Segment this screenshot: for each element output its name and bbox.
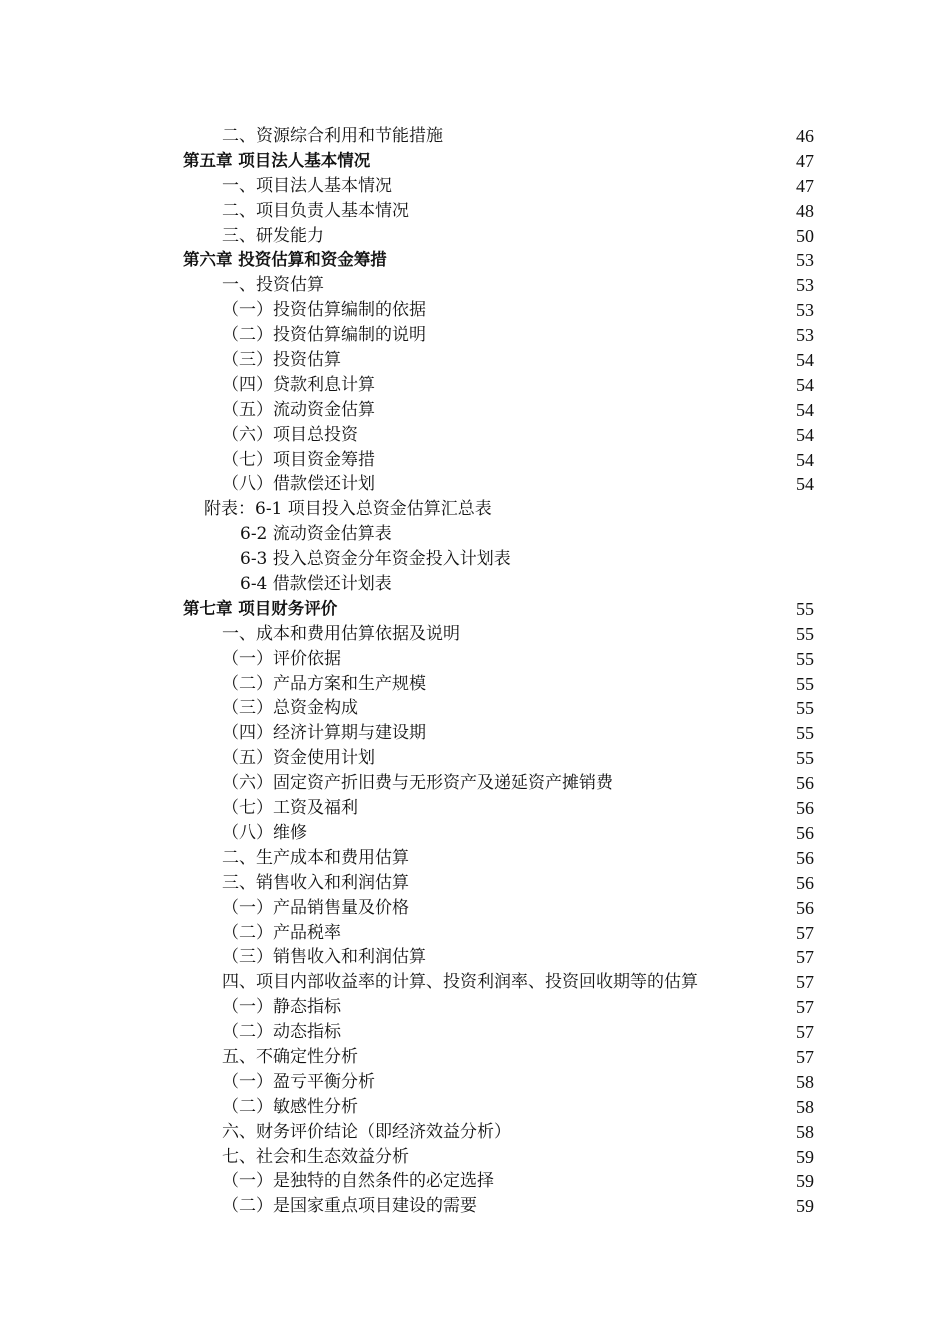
toc-entry-title: 6-4 借款偿还计划表 xyxy=(240,574,392,595)
toc-page-number: 46 xyxy=(796,126,814,146)
toc-entry-title: （一）是独特的自然条件的必定选择 xyxy=(222,1171,494,1192)
toc-entry-title: 6-3 投入总资金分年资金投入计划表 xyxy=(240,549,511,570)
toc-entry-title: 一、成本和费用估算依据及说明 xyxy=(222,623,460,644)
toc-entry xyxy=(0,572,950,597)
toc-entry xyxy=(0,323,950,348)
toc-page-number: 55 xyxy=(796,673,814,694)
toc-entry xyxy=(0,871,950,896)
toc-page-number: 56 xyxy=(796,872,814,893)
toc-page-number: 58 xyxy=(796,1071,814,1092)
toc-entry-title: 一、项目法人基本情况 xyxy=(222,175,392,196)
toc-entry xyxy=(0,970,950,995)
toc-entry-title: （六）项目总投资 xyxy=(222,424,358,445)
toc-entry xyxy=(0,1169,950,1194)
toc-entry-title: （二）投资估算编制的说明 xyxy=(222,325,426,346)
toc-page-number: 54 xyxy=(796,424,814,445)
toc-entry-title: 二、项目负责人基本情况 xyxy=(222,200,409,221)
toc-entry xyxy=(0,846,950,871)
toc-entry xyxy=(0,423,950,448)
toc-entry xyxy=(0,746,950,771)
toc-entry-title: （三）总资金构成 xyxy=(222,698,358,719)
toc-entry-title: 二、生产成本和费用估算 xyxy=(222,847,409,868)
toc-entry-title: 第六章 投资估算和资金筹措 xyxy=(183,250,387,270)
toc-entry xyxy=(0,1120,950,1145)
toc-page-number: 54 xyxy=(796,399,814,420)
toc-entry-title: （三）投资估算 xyxy=(222,350,341,371)
toc-entry xyxy=(0,522,950,547)
toc-entry-title: （一）静态指标 xyxy=(222,997,341,1018)
toc-entry xyxy=(0,821,950,846)
toc-entry-title: （二）动态指标 xyxy=(222,1022,341,1043)
toc-page-number: 57 xyxy=(796,1046,814,1067)
table-of-contents xyxy=(0,124,950,1219)
toc-page-number: 57 xyxy=(796,922,814,943)
toc-page-number: 57 xyxy=(796,1022,814,1043)
toc-entry-title: （五）资金使用计划 xyxy=(222,748,375,769)
toc-page-number: 58 xyxy=(796,1121,814,1142)
toc-entry-title: （一）产品销售量及价格 xyxy=(222,897,409,918)
toc-entry-title: （三）销售收入和利润估算 xyxy=(222,947,426,968)
toc-entry xyxy=(0,921,950,946)
toc-entry xyxy=(0,647,950,672)
toc-entry xyxy=(0,1045,950,1070)
toc-page-number: 48 xyxy=(796,200,814,221)
toc-page-number: 55 xyxy=(796,623,814,644)
toc-entry-title: （六）固定资产折旧费与无形资产及递延资产摊销费 xyxy=(222,773,613,794)
toc-entry xyxy=(0,224,950,249)
toc-entry xyxy=(0,174,950,199)
toc-entry-title: （四）贷款利息计算 xyxy=(222,374,375,395)
toc-entry xyxy=(0,995,950,1020)
toc-entry xyxy=(0,1020,950,1045)
toc-entry-title: （八）维修 xyxy=(222,822,307,843)
toc-entry xyxy=(0,398,950,423)
toc-page-number: 53 xyxy=(796,300,814,321)
toc-entry xyxy=(0,622,950,647)
toc-entry xyxy=(0,1145,950,1170)
toc-entry xyxy=(0,896,950,921)
toc-entry xyxy=(0,672,950,697)
toc-entry-title: （一）盈亏平衡分析 xyxy=(222,1071,375,1092)
toc-page-number: 54 xyxy=(796,474,814,495)
toc-entry-title: （一）投资估算编制的依据 xyxy=(222,300,426,321)
toc-entry xyxy=(0,448,950,473)
toc-entry-title: 二、资源综合利用和节能措施 xyxy=(222,126,443,146)
toc-entry-title: 第七章 项目财务评价 xyxy=(183,598,338,618)
toc-chapter-entry xyxy=(0,248,950,273)
toc-entry xyxy=(0,373,950,398)
toc-entry-title: 6-2 流动资金估算表 xyxy=(240,524,392,545)
toc-page-number: 55 xyxy=(796,723,814,744)
toc-page-number: 58 xyxy=(796,1096,814,1117)
toc-entry-title: （七）项目资金筹措 xyxy=(222,449,375,470)
toc-page-number: 57 xyxy=(796,972,814,993)
toc-page-number: 53 xyxy=(796,275,814,296)
toc-page-number: 57 xyxy=(796,947,814,968)
toc-page-number: 56 xyxy=(796,773,814,794)
toc-entry-title: （二）敏感性分析 xyxy=(222,1096,358,1117)
toc-entry xyxy=(0,1194,950,1219)
toc-entry-title: 附表：6-1 项目投入总资金估算汇总表 xyxy=(204,499,492,520)
toc-page-number: 54 xyxy=(796,449,814,470)
toc-chapter-entry xyxy=(0,149,950,174)
toc-page-number: 56 xyxy=(796,822,814,843)
toc-entry-title: 三、研发能力 xyxy=(222,225,324,246)
toc-entry-title: 五、不确定性分析 xyxy=(222,1046,358,1067)
toc-chapter-entry xyxy=(0,597,950,622)
toc-entry-title: 一、投资估算 xyxy=(222,275,324,296)
toc-page-number: 54 xyxy=(796,350,814,371)
toc-page-number: 53 xyxy=(796,325,814,346)
toc-entry xyxy=(0,547,950,572)
toc-page-number: 55 xyxy=(796,598,814,619)
toc-entry-title: （八）借款偿还计划 xyxy=(222,474,375,495)
toc-entry xyxy=(0,199,950,224)
toc-entry xyxy=(0,796,950,821)
toc-page-number: 47 xyxy=(796,175,814,196)
toc-page-number: 53 xyxy=(796,250,814,271)
toc-entry xyxy=(0,298,950,323)
toc-page-number: 47 xyxy=(796,150,814,171)
toc-entry xyxy=(0,1095,950,1120)
toc-entry xyxy=(0,721,950,746)
toc-page-number: 50 xyxy=(796,225,814,246)
toc-page-number: 54 xyxy=(796,374,814,395)
toc-page-number: 59 xyxy=(796,1196,814,1217)
toc-entry-title: （二）产品方案和生产规模 xyxy=(222,673,426,694)
toc-entry-title: （四）经济计算期与建设期 xyxy=(222,723,426,744)
toc-entry-title: 六、财务评价结论（即经济效益分析） xyxy=(222,1121,511,1142)
toc-entry xyxy=(0,696,950,721)
toc-entry xyxy=(0,348,950,373)
toc-entry-title: 三、销售收入和利润估算 xyxy=(222,872,409,893)
toc-page-number: 55 xyxy=(796,698,814,719)
toc-page-number: 57 xyxy=(796,997,814,1018)
toc-entry-title: （二）产品税率 xyxy=(222,922,341,943)
toc-page-number: 56 xyxy=(796,798,814,819)
toc-entry-title: 七、社会和生态效益分析 xyxy=(222,1146,409,1167)
toc-entry xyxy=(0,472,950,497)
toc-page-number: 55 xyxy=(796,748,814,769)
toc-entry xyxy=(0,273,950,298)
toc-entry xyxy=(0,771,950,796)
toc-page-number: 59 xyxy=(796,1171,814,1192)
toc-page-number: 56 xyxy=(796,897,814,918)
toc-page-number: 59 xyxy=(796,1146,814,1167)
toc-page-number: 55 xyxy=(796,648,814,669)
toc-entry-title: （五）流动资金估算 xyxy=(222,399,375,420)
toc-page-number: 56 xyxy=(796,847,814,868)
toc-entry-title: 第五章 项目法人基本情况 xyxy=(183,150,371,170)
toc-entry-title: 四、项目内部收益率的计算、投资利润率、投资回收期等的估算 xyxy=(222,972,698,993)
toc-entry-title: （一）评价依据 xyxy=(222,648,341,669)
toc-entry xyxy=(0,497,950,522)
toc-entry xyxy=(0,945,950,970)
toc-entry xyxy=(0,124,950,149)
toc-entry xyxy=(0,1070,950,1095)
toc-entry-title: （七）工资及福利 xyxy=(222,798,358,819)
toc-entry-title: （二）是国家重点项目建设的需要 xyxy=(222,1196,477,1217)
